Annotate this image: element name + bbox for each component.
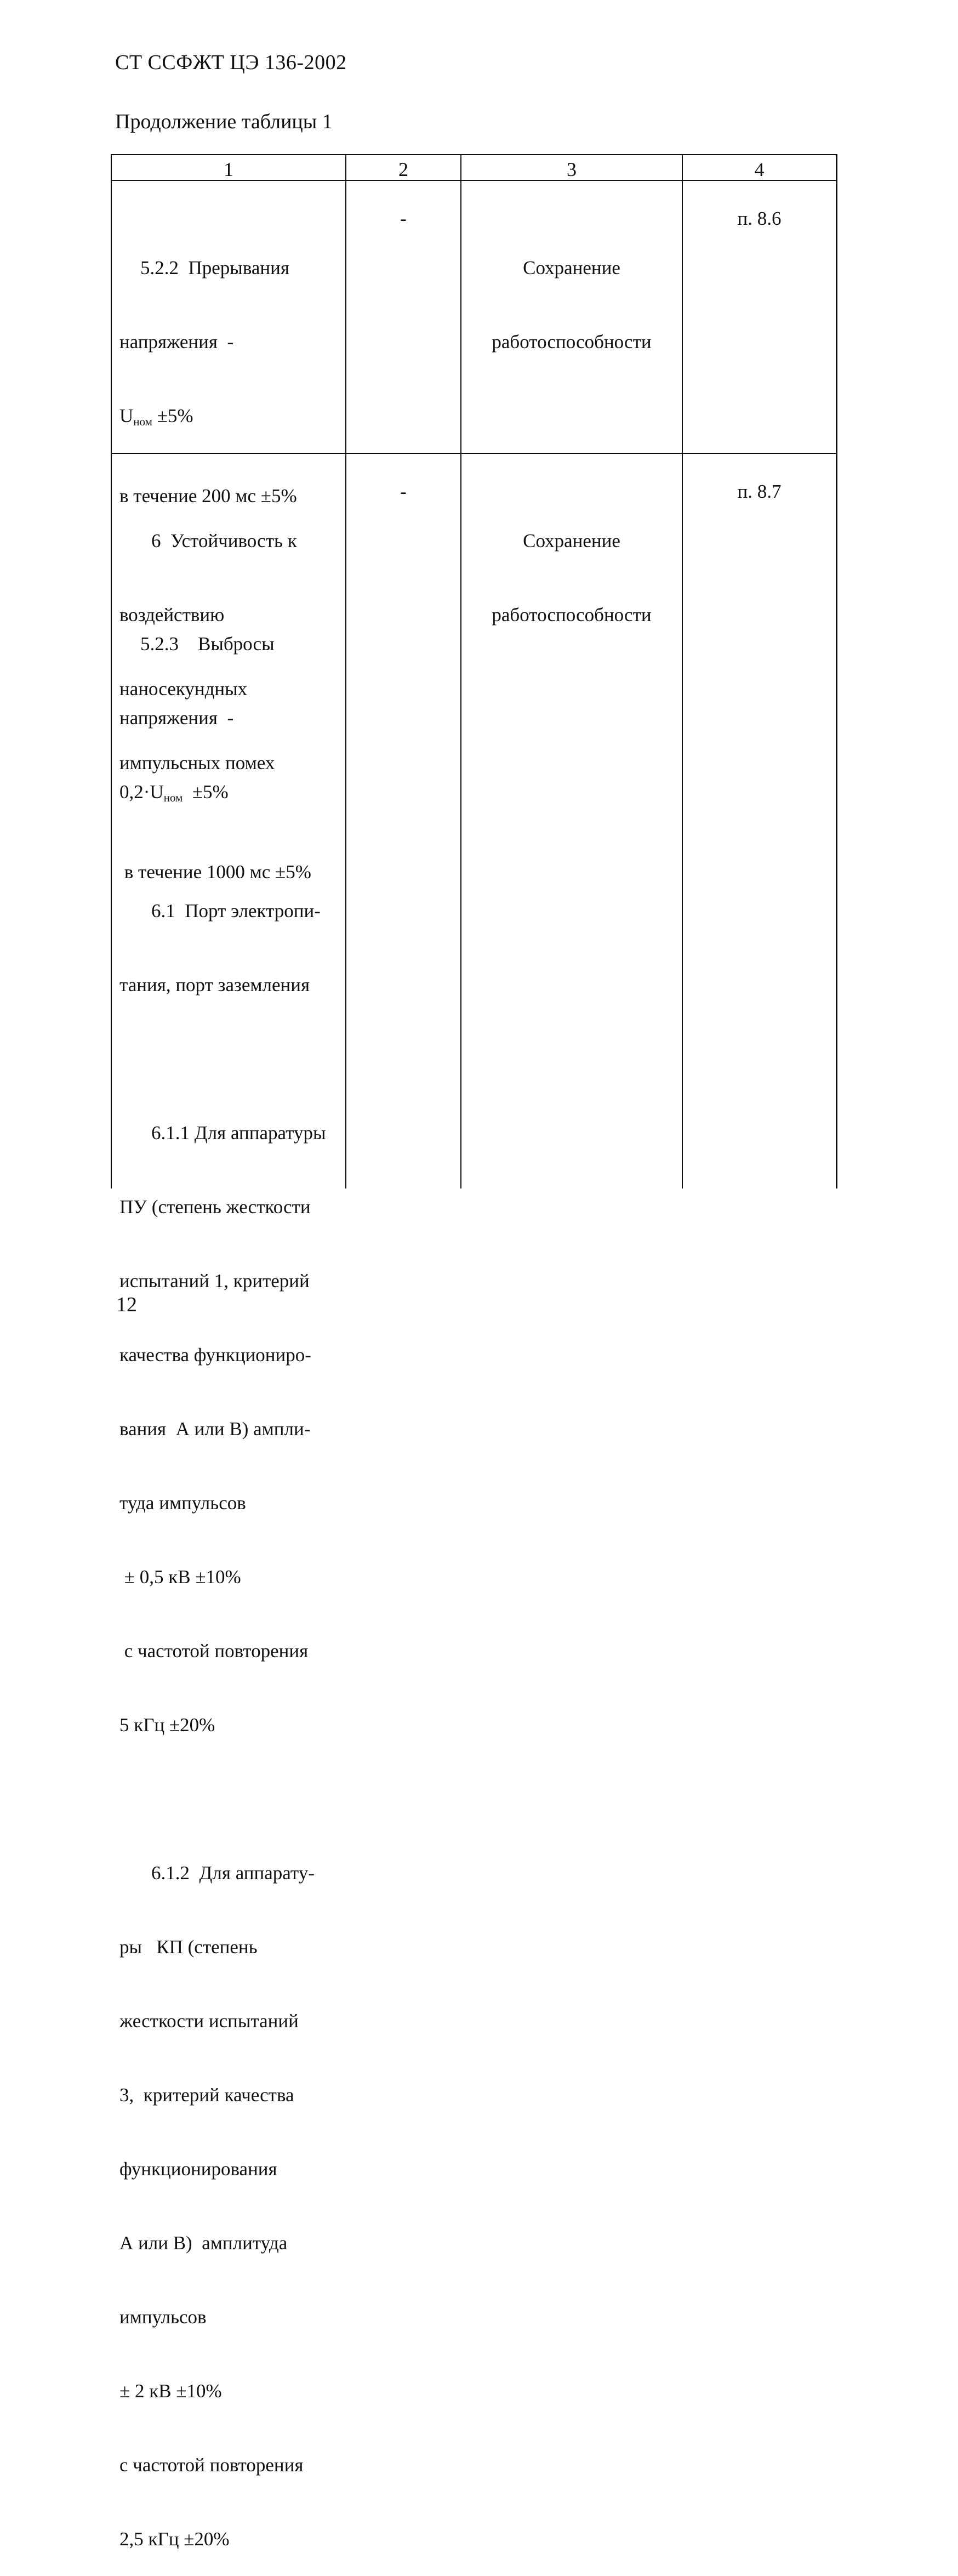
row2-col4: п. 8.7 [737, 481, 782, 502]
row1-col2: - [400, 208, 407, 229]
item-5-2-2-line2: напряжения - [119, 331, 234, 352]
item-6-1-1-line3: испытаний 1, критерий [119, 1270, 310, 1292]
row2-col1 [119, 479, 326, 2576]
table-caption: Продолжение таблицы 1 [115, 110, 333, 133]
page-header: СТ ССФЖТ ЦЭ 136-2002 [115, 51, 347, 74]
item-6-1-1-line9: 5 кГц ±20% [119, 1714, 215, 1736]
item-6-line1: 6 Устойчивость к [151, 530, 297, 551]
table-right-border [836, 154, 837, 1189]
item-6-1-1-line2: ПУ (степень жесткости [119, 1196, 311, 1218]
item-6-line2: воздействию [119, 604, 225, 625]
item-6-line3: наносекундных [119, 678, 248, 700]
item-6-1-2-line8: ± 2 кВ ±10% [119, 2380, 222, 2402]
item-5-2-2-voltage: $U_{ном} \pm 5\%$ [119, 405, 193, 428]
item-6-1-1-line6: туда импульсов [119, 1492, 246, 1514]
item-6-1-2-line2: ры КП (степень [119, 1936, 258, 1958]
item-5-2-2-line1: 5.2.2 Прерывания [140, 257, 289, 278]
column-header-1: 1 [224, 158, 233, 180]
item-6-1-2-line7: импульсов [119, 2306, 207, 2328]
item-6-1-2-line1: 6.1.2 Для аппарату- [151, 1862, 315, 1884]
column-header-4: 4 [754, 158, 765, 180]
item-6-1-2-line3: жесткости испытаний [119, 2010, 299, 2032]
item-5-2-3-line2: напряжения - [119, 707, 234, 729]
column-header-2: 2 [398, 158, 408, 180]
table-left-border [111, 154, 112, 1189]
item-6-1-2-line9: с частотой повторения [119, 2454, 304, 2476]
item-6-1-2-line5: функционирования [119, 2158, 277, 2180]
item-6-1-1-line5: вания А или В) ампли- [119, 1418, 311, 1440]
item-6-1-line1: 6.1 Порт электропи- [151, 900, 321, 922]
row2-col2: - [400, 481, 407, 502]
row1-col3 [461, 206, 682, 379]
item-6-1-2-line4: 3, критерий качества [119, 2084, 294, 2106]
item-6-1-line2: тания, порт заземления [119, 974, 310, 996]
col-divider-1 [345, 154, 346, 1189]
item-6-1-1-line8: с частотой повторения [119, 1640, 309, 1662]
item-6-line4: импульсных помех [119, 752, 275, 774]
item-5-2-3-line1: 5.2.3 Выбросы [140, 633, 275, 655]
page-number: 12 [116, 1293, 137, 1316]
row1-col3-line1: Сохранение [523, 257, 620, 278]
item-5-2-2-duration: в течение 200 мс ±5% [119, 485, 297, 507]
item-6-1-1-line7: ± 0,5 кВ ±10% [119, 1566, 241, 1588]
item-5-2-3-duration: в течение 1000 мс ±5% [119, 861, 311, 883]
item-6-1-2-line10: 2,5 кГц ±20% [119, 2528, 230, 2550]
row2-col3 [461, 479, 682, 652]
col-divider-3 [682, 154, 683, 1189]
row1-col3-line2: работоспособности [492, 331, 652, 352]
row1-col4: п. 8.6 [737, 208, 782, 229]
item-6-1-1-line1: 6.1.1 Для аппаратуры [151, 1122, 326, 1144]
row2-col3-line2: работоспособности [492, 604, 652, 625]
table-top-border [111, 154, 837, 155]
item-6-1-1-line4: качества функциониро- [119, 1344, 311, 1366]
row2-col3-line1: Сохранение [523, 530, 620, 551]
column-header-3: 3 [567, 158, 577, 180]
item-5-2-3-voltage: $0,2\cdot U_{ном} \pm 5\%$ [119, 781, 229, 804]
item-6-1-2-line6: А или В) амплитуда [119, 2232, 288, 2254]
